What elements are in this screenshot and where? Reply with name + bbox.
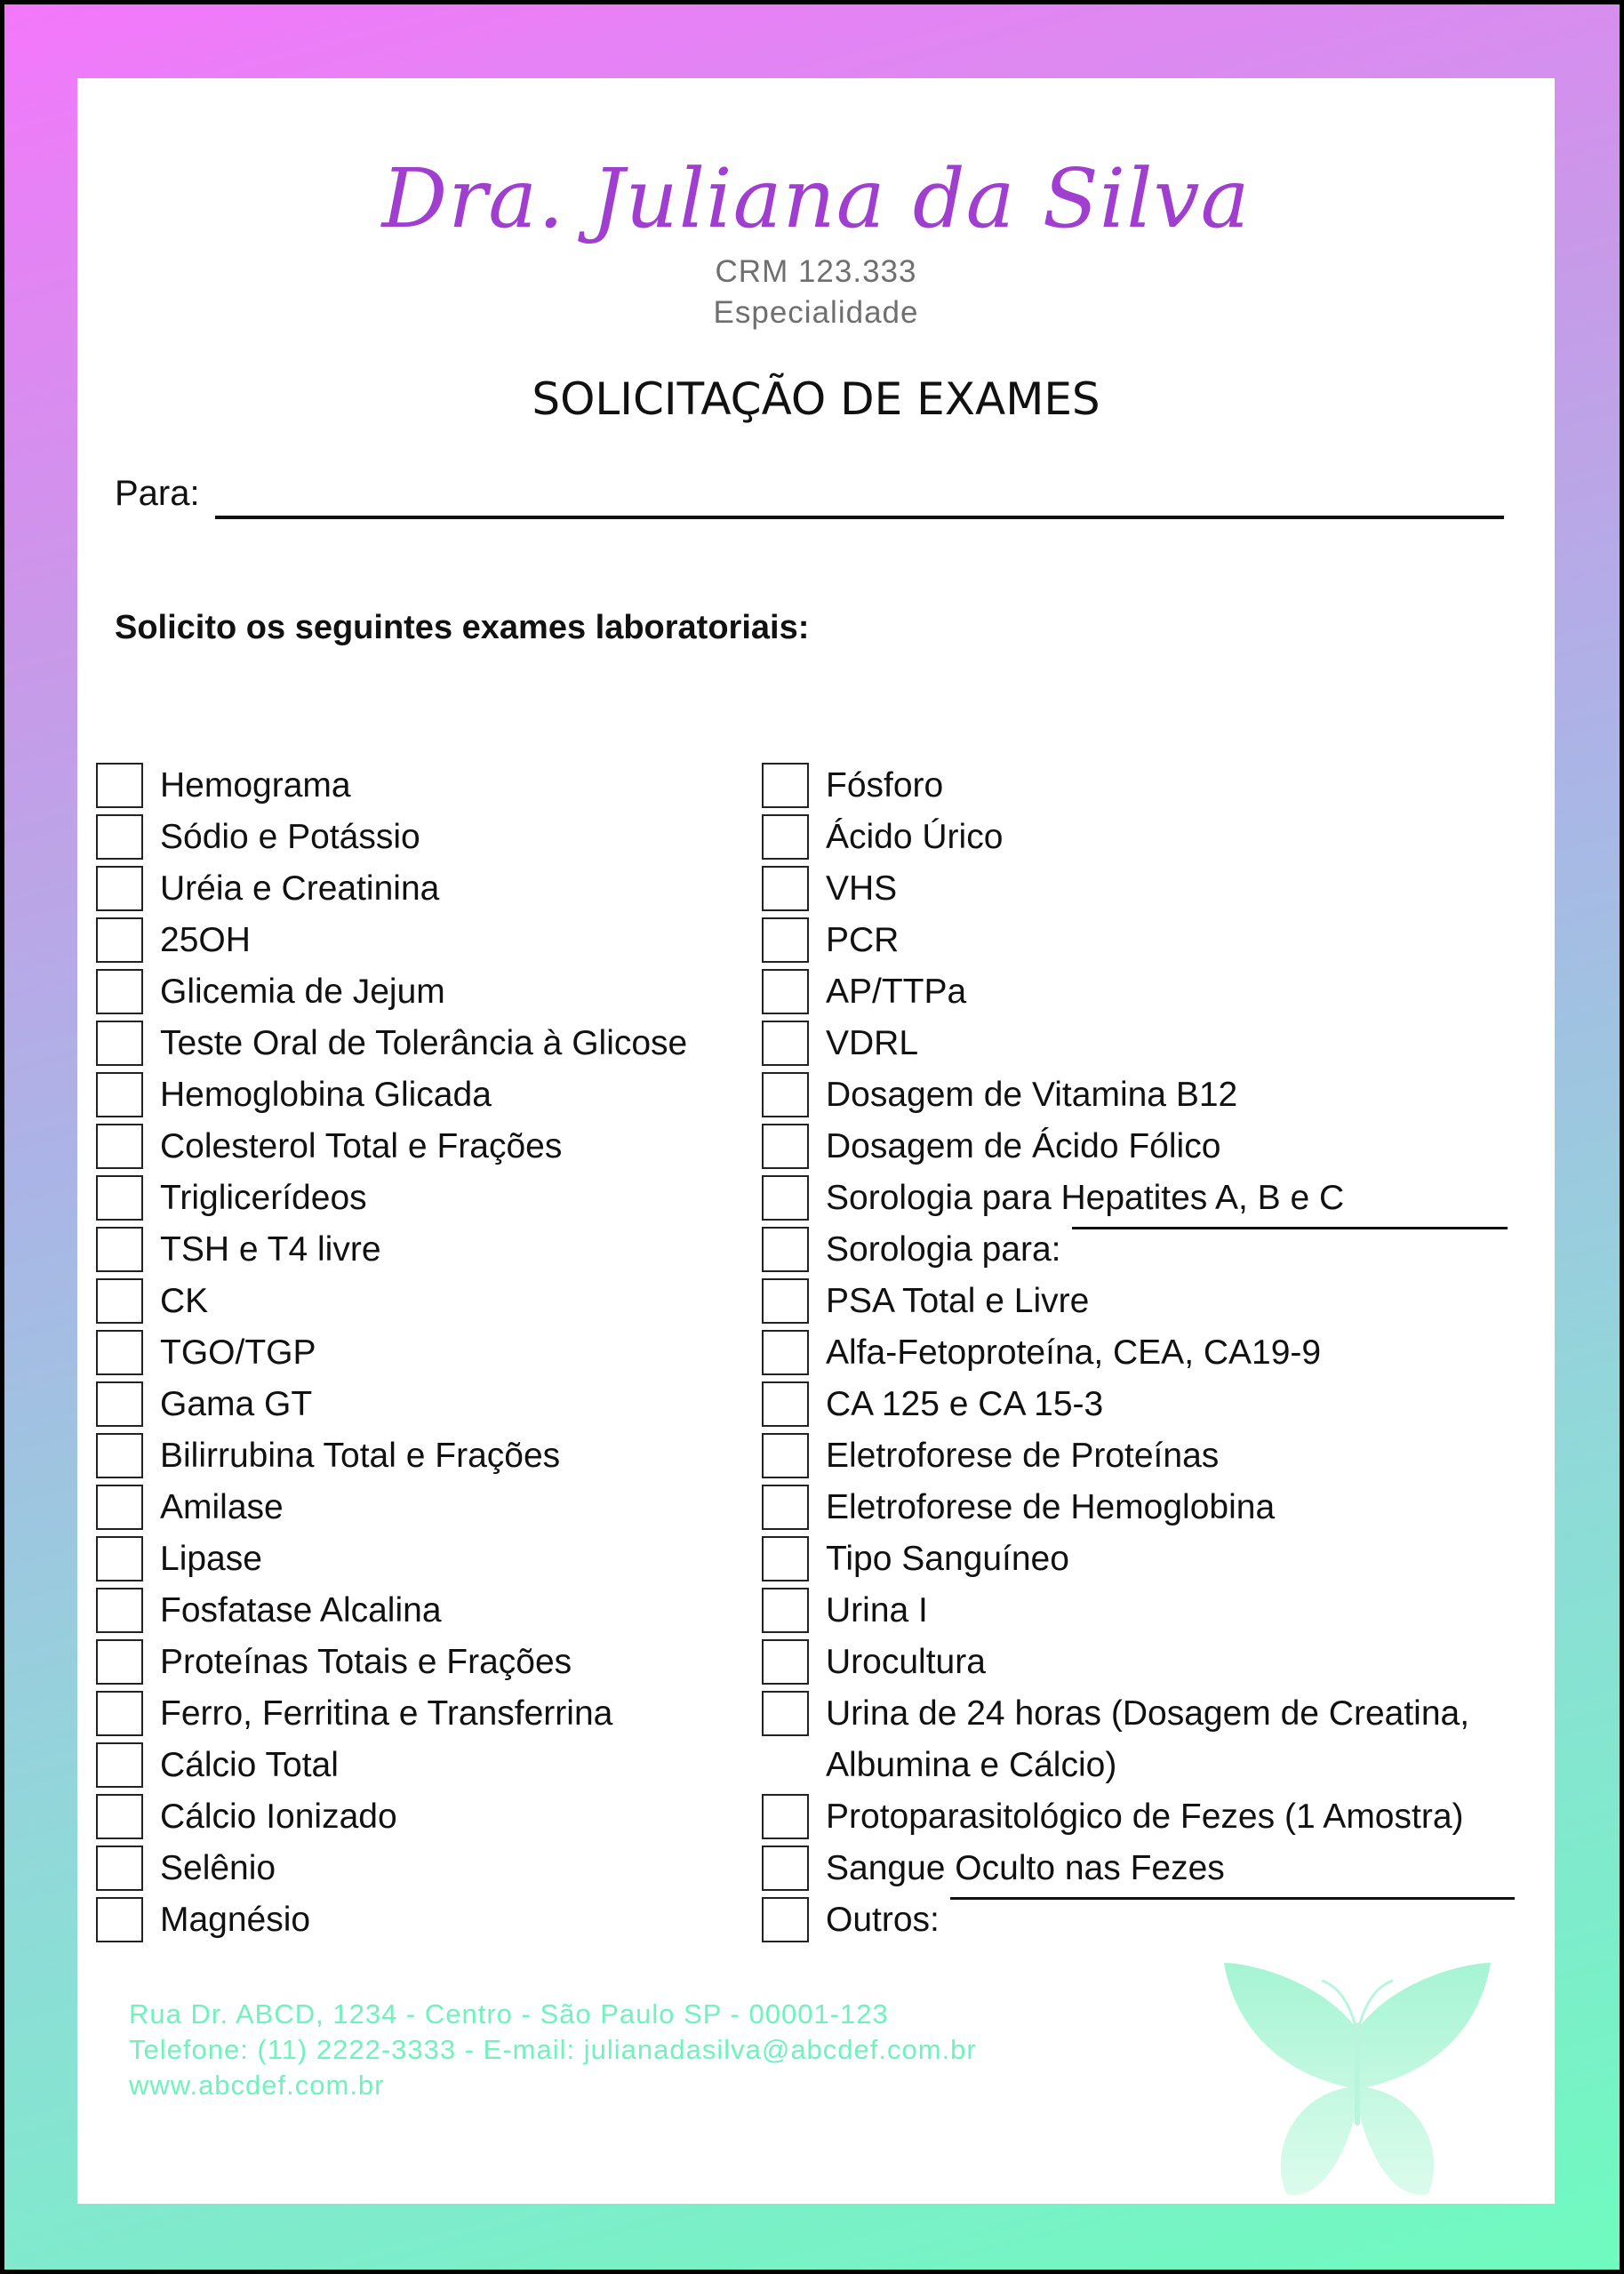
exam-label: Sorologia para: xyxy=(826,1230,1061,1269)
exam-label: PSA Total e Livre xyxy=(826,1282,1090,1320)
exam-checkbox[interactable] xyxy=(762,1536,809,1581)
exam-row-continuation xyxy=(762,1742,1515,1794)
footer-contact: Telefone: (11) 2222-3333 - E-mail: julianadasilva@abcdef.com.br xyxy=(129,2034,977,2065)
exam-row xyxy=(762,866,1515,917)
exam-label: Alfa-Fetoproteína, CEA, CA19-9 xyxy=(826,1333,1322,1372)
exam-checkbox[interactable] xyxy=(762,1278,809,1324)
exam-checkbox[interactable] xyxy=(762,1897,809,1942)
exam-row xyxy=(762,1485,1515,1536)
exam-checkbox[interactable] xyxy=(762,1072,809,1117)
exam-row xyxy=(96,969,687,1021)
exam-label: CA 125 e CA 15-3 xyxy=(826,1385,1104,1423)
exam-checkbox[interactable] xyxy=(762,866,809,911)
exam-row xyxy=(96,1639,687,1691)
exam-label: VDRL xyxy=(826,1024,919,1062)
outros-fill-line[interactable] xyxy=(950,1897,1515,1900)
exam-row xyxy=(96,1381,687,1433)
para-fill-line[interactable] xyxy=(215,516,1504,519)
exam-label: Gama GT xyxy=(160,1385,313,1423)
exam-checkbox[interactable] xyxy=(762,763,809,808)
exam-label: TSH e T4 livre xyxy=(160,1230,381,1269)
exam-label: Protoparasitológico de Fezes (1 Amostra) xyxy=(826,1798,1464,1836)
exam-row xyxy=(762,1072,1515,1124)
exam-checkbox[interactable] xyxy=(96,1278,143,1324)
exam-checkbox[interactable] xyxy=(96,1433,143,1478)
exam-checkbox[interactable] xyxy=(762,1485,809,1530)
exam-row xyxy=(96,1433,687,1485)
exam-label: Eletroforese de Hemoglobina xyxy=(826,1488,1276,1526)
exam-label: PCR xyxy=(826,921,900,959)
exam-list-right xyxy=(762,763,1515,1949)
exam-row xyxy=(96,763,687,814)
exam-checkbox[interactable] xyxy=(96,866,143,911)
exam-row xyxy=(762,1227,1515,1278)
exam-checkbox[interactable] xyxy=(96,814,143,860)
exam-checkbox[interactable] xyxy=(96,969,143,1014)
exam-label: Ferro, Ferritina e Transferrina xyxy=(160,1694,613,1733)
exam-checkbox[interactable] xyxy=(96,1485,143,1530)
exam-checkbox[interactable] xyxy=(96,1381,143,1427)
exam-checkbox[interactable] xyxy=(762,1794,809,1839)
exam-checkbox[interactable] xyxy=(96,917,143,963)
exam-label: Selênio xyxy=(160,1849,276,1887)
exam-label: Hemoglobina Glicada xyxy=(160,1076,492,1114)
prescription-card xyxy=(77,78,1555,2204)
exam-checkbox[interactable] xyxy=(762,1381,809,1427)
exam-checkbox[interactable] xyxy=(762,1227,809,1272)
intro-text: Solicito os seguintes exames laboratoriais: xyxy=(115,609,810,646)
exam-label: Sódio e Potássio xyxy=(160,818,420,856)
exam-row xyxy=(762,1330,1515,1381)
exam-row xyxy=(96,1175,687,1227)
exam-label: Sorologia para Hepatites A, B e C xyxy=(826,1179,1345,1217)
exam-label: Colesterol Total e Frações xyxy=(160,1127,563,1165)
exam-label: TGO/TGP xyxy=(160,1333,316,1372)
exam-checkbox[interactable] xyxy=(762,1433,809,1478)
exam-label: Magnésio xyxy=(160,1901,311,1939)
exam-label: Lipase xyxy=(160,1540,262,1578)
exam-row xyxy=(762,1897,1515,1949)
exam-label: Triglicerídeos xyxy=(160,1179,367,1217)
exam-label: AP/TTPa xyxy=(826,973,967,1011)
exam-row xyxy=(96,1846,687,1897)
exam-checkbox[interactable] xyxy=(762,1124,809,1169)
exam-checkbox[interactable] xyxy=(96,1072,143,1117)
exam-checkbox[interactable] xyxy=(96,1742,143,1788)
exam-row xyxy=(762,1278,1515,1330)
exam-row xyxy=(762,1639,1515,1691)
footer-website: www.abcdef.com.br xyxy=(129,2070,385,2101)
footer-address: Rua Dr. ABCD, 1234 - Centro - São Paulo SP - 00001-123 xyxy=(129,1998,889,2030)
exam-label: Dosagem de Vitamina B12 xyxy=(826,1076,1238,1114)
exam-label: VHS xyxy=(826,869,898,908)
exam-row xyxy=(762,1381,1515,1433)
exam-label: Sangue Oculto nas Fezes xyxy=(826,1849,1225,1887)
exam-row xyxy=(762,814,1515,866)
exam-label: Fosfatase Alcalina xyxy=(160,1591,442,1629)
exam-row xyxy=(96,1485,687,1536)
form-title: SOLICITAÇÃO DE EXAMES xyxy=(532,373,1100,425)
exam-checkbox[interactable] xyxy=(762,969,809,1014)
exam-checkbox[interactable] xyxy=(762,1021,809,1066)
exam-label: Proteínas Totais e Frações xyxy=(160,1643,572,1681)
exam-row xyxy=(96,1227,687,1278)
exam-label: 25OH xyxy=(160,921,251,959)
exam-label: Ácido Úrico xyxy=(826,818,1004,856)
exam-label: Urina de 24 horas (Dosagem de Creatina, xyxy=(826,1694,1470,1733)
exam-row xyxy=(96,866,687,917)
exam-checkbox[interactable] xyxy=(96,1639,143,1685)
specialty: Especialidade xyxy=(713,295,919,330)
exam-label: Teste Oral de Tolerância à Glicose xyxy=(160,1024,688,1062)
exam-checkbox[interactable] xyxy=(96,1794,143,1839)
exam-checkbox[interactable] xyxy=(762,1330,809,1375)
exam-label: Amilase xyxy=(160,1488,284,1526)
exam-checkbox[interactable] xyxy=(96,1897,143,1942)
exam-label: Outros: xyxy=(826,1901,940,1939)
exam-row xyxy=(96,1278,687,1330)
exam-row xyxy=(96,1072,687,1124)
exam-checkbox[interactable] xyxy=(96,1227,143,1272)
exam-label: Bilirrubina Total e Frações xyxy=(160,1437,561,1475)
exam-checkbox[interactable] xyxy=(762,1175,809,1221)
exam-checkbox[interactable] xyxy=(762,1639,809,1685)
exam-row xyxy=(96,1330,687,1381)
exam-row xyxy=(762,1175,1515,1227)
exam-label: Hemograma xyxy=(160,766,351,805)
sorologia-fill-line[interactable] xyxy=(1072,1227,1508,1229)
exam-checkbox[interactable] xyxy=(96,1846,143,1891)
exam-label: Urocultura xyxy=(826,1643,986,1681)
exam-row xyxy=(96,1794,687,1846)
exam-row xyxy=(762,1021,1515,1072)
exam-label: Urina I xyxy=(826,1591,928,1629)
exam-row xyxy=(762,1588,1515,1639)
exam-row xyxy=(96,814,687,866)
exam-row xyxy=(762,1794,1515,1846)
exam-row xyxy=(96,917,687,969)
exam-checkbox[interactable] xyxy=(762,1588,809,1633)
exam-checkbox[interactable] xyxy=(96,1330,143,1375)
exam-checkbox[interactable] xyxy=(762,814,809,860)
exam-row xyxy=(762,1846,1515,1897)
exam-row xyxy=(96,1897,687,1949)
exam-row xyxy=(96,1742,687,1794)
exam-checkbox[interactable] xyxy=(96,1175,143,1221)
exam-checkbox[interactable] xyxy=(96,1536,143,1581)
exam-row xyxy=(762,1124,1515,1175)
exam-row xyxy=(762,1433,1515,1485)
exam-label: Dosagem de Ácido Fólico xyxy=(826,1127,1221,1165)
exam-label: Uréia e Creatinina xyxy=(160,869,440,908)
exam-row xyxy=(96,1588,687,1639)
para-label: Para: xyxy=(115,474,200,513)
exam-label: Cálcio Total xyxy=(160,1746,339,1784)
exam-label: Fósforo xyxy=(826,766,944,805)
exam-row xyxy=(762,763,1515,814)
exam-list-left xyxy=(96,763,687,1949)
exam-label: Glicemia de Jejum xyxy=(160,973,445,1011)
exam-checkbox[interactable] xyxy=(96,1021,143,1066)
exam-row xyxy=(96,1536,687,1588)
exam-row xyxy=(762,1536,1515,1588)
butterfly-icon xyxy=(1215,1945,1500,2221)
exam-checkbox[interactable] xyxy=(762,917,809,963)
exam-checkbox[interactable] xyxy=(96,763,143,808)
doctor-name: Dra. Juliana da Silva xyxy=(381,151,1251,246)
exam-row xyxy=(96,1124,687,1175)
crm-number: CRM 123.333 xyxy=(715,254,917,289)
exam-checkbox[interactable] xyxy=(96,1691,143,1736)
exam-checkbox[interactable] xyxy=(762,1846,809,1891)
exam-row xyxy=(762,969,1515,1021)
exam-row xyxy=(762,917,1515,969)
exam-label: Albumina e Cálcio) xyxy=(826,1746,1117,1784)
exam-row xyxy=(96,1021,687,1072)
exam-checkbox[interactable] xyxy=(762,1691,809,1736)
exam-label: CK xyxy=(160,1282,209,1320)
exam-label: Eletroforese de Proteínas xyxy=(826,1437,1220,1475)
exam-label: Tipo Sanguíneo xyxy=(826,1540,1069,1578)
exam-checkbox[interactable] xyxy=(96,1588,143,1633)
exam-label: Cálcio Ionizado xyxy=(160,1798,397,1836)
exam-checkbox[interactable] xyxy=(96,1124,143,1169)
exam-row xyxy=(762,1691,1515,1742)
exam-row xyxy=(96,1691,687,1742)
